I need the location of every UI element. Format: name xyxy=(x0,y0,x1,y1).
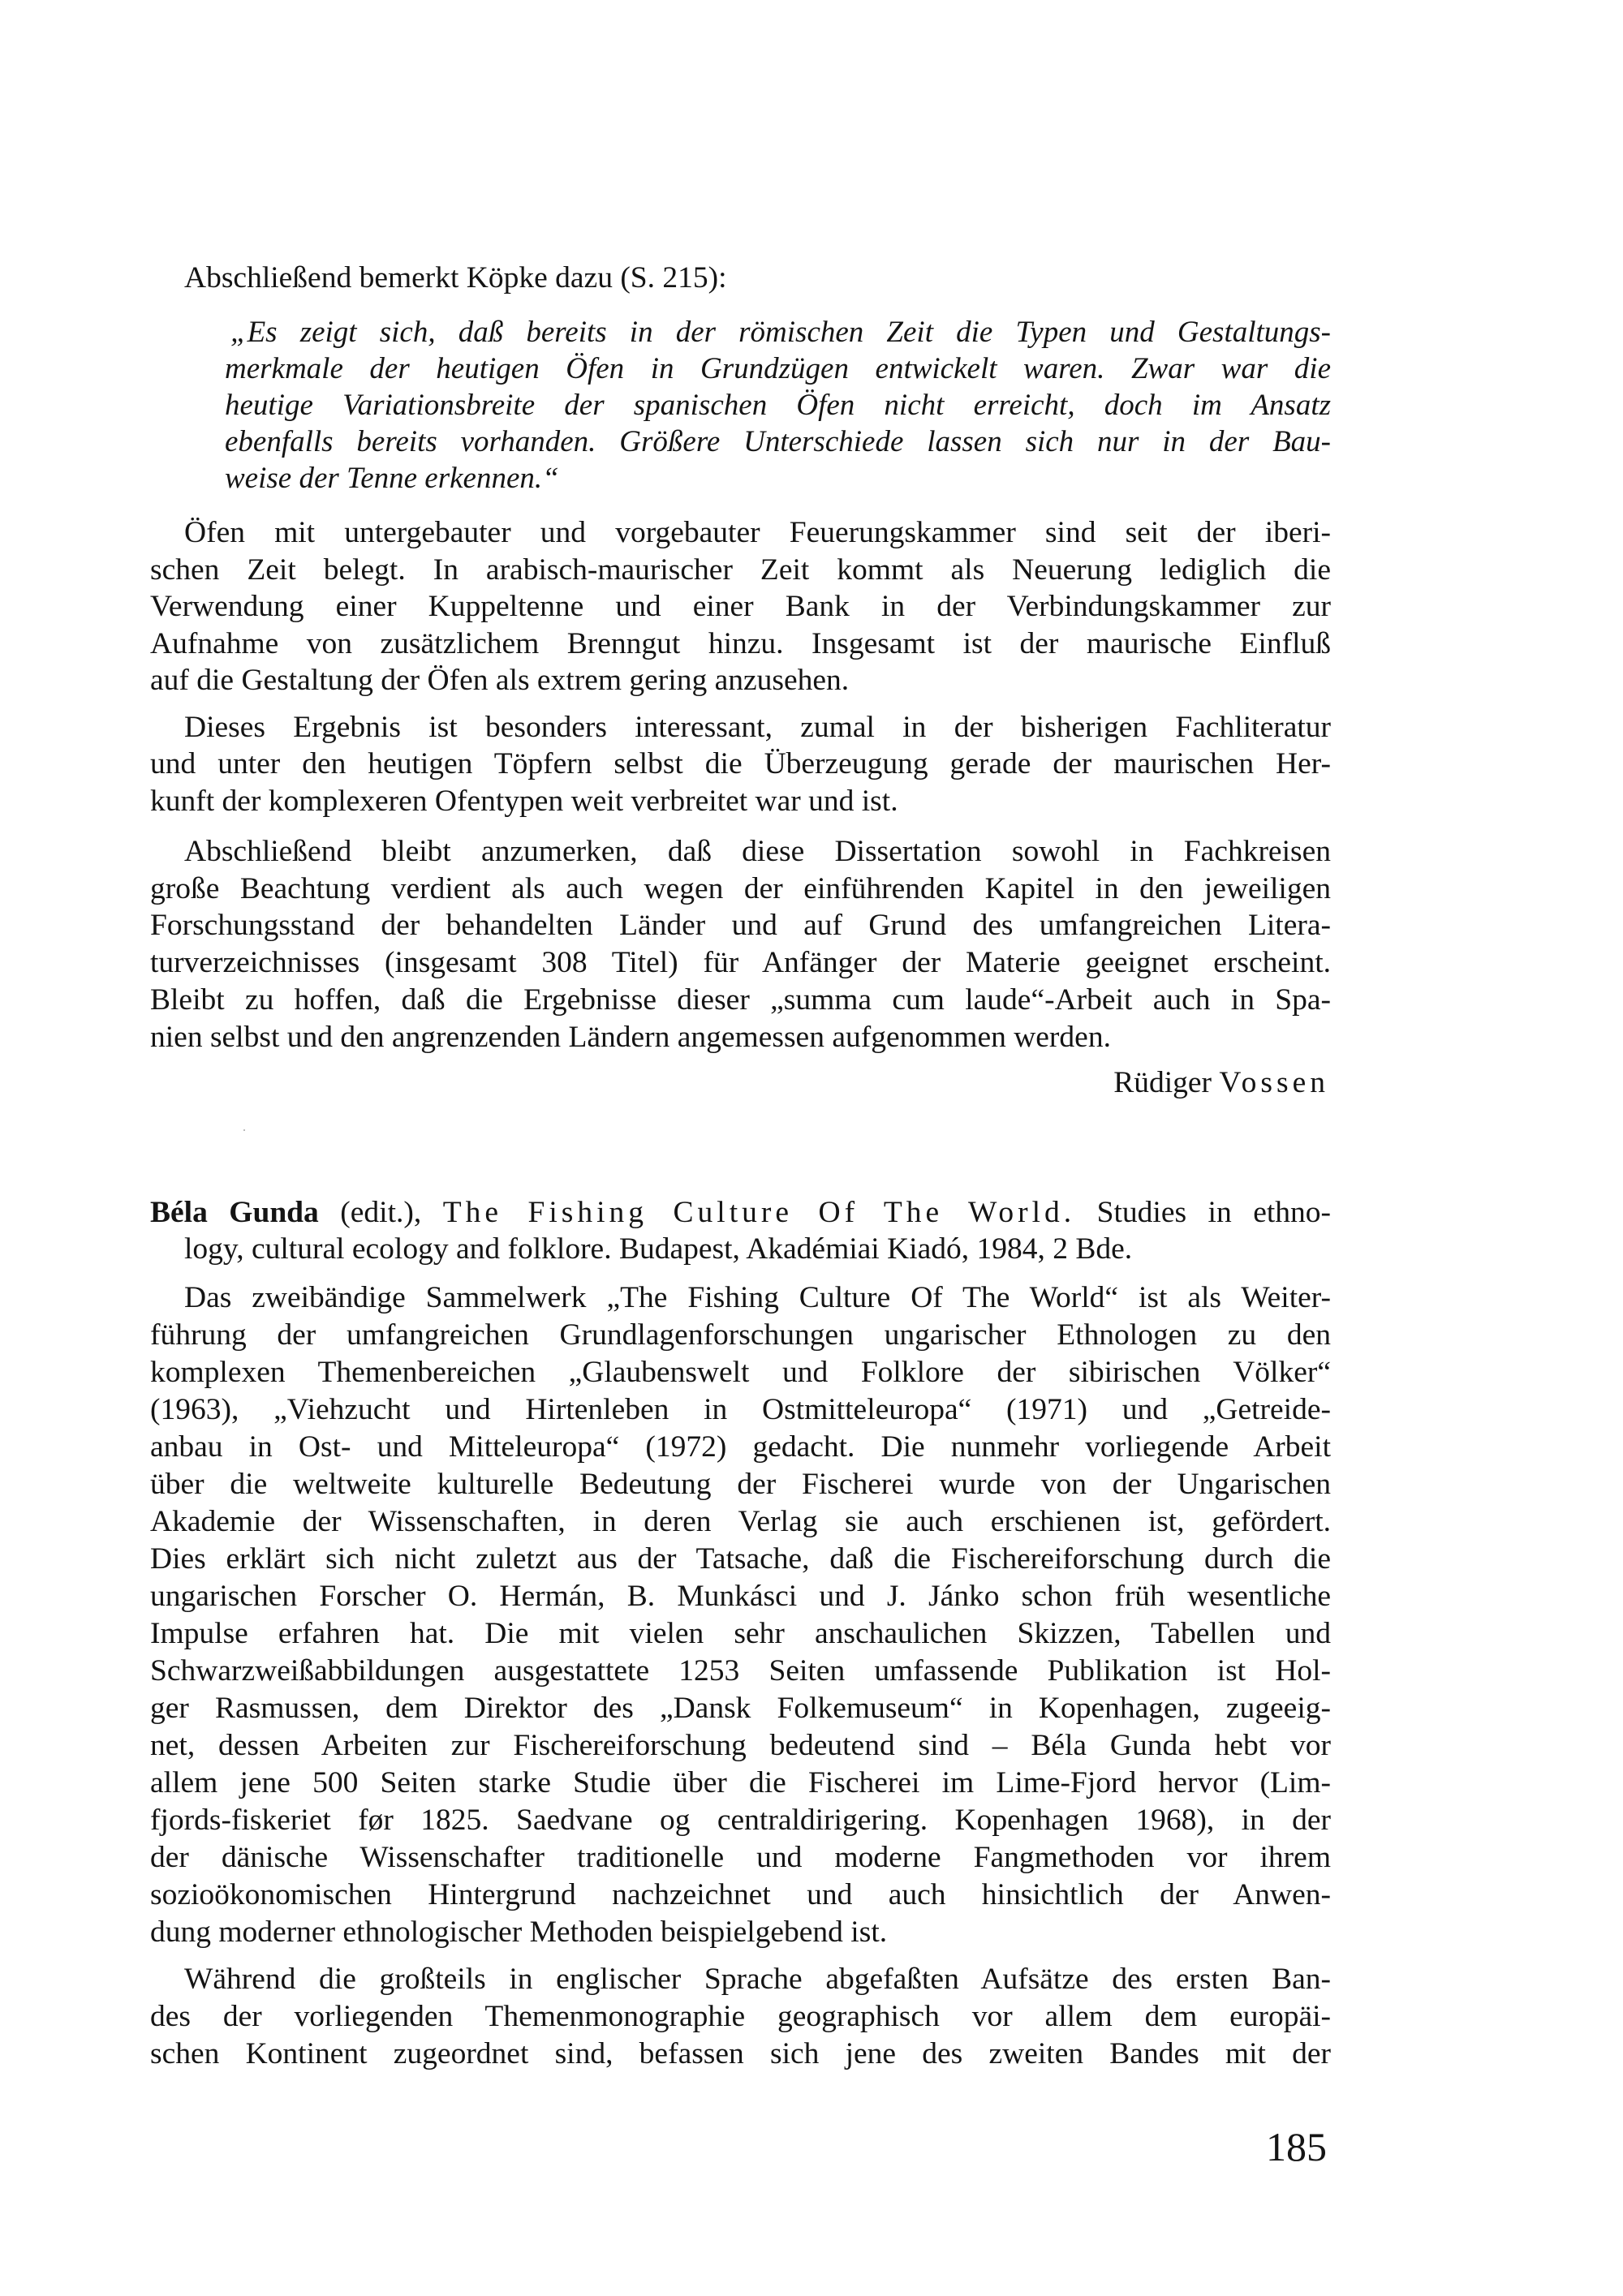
paragraph-line: über die weltweite kulturelle Bedeutung der Fischerei wurde von der Ungarischen xyxy=(150,1468,1331,1501)
quote-line: weise der Tenne erkennen.“ xyxy=(225,462,559,495)
quote-line: merkmale der heutigen Öfen in Grundzügen entwickelt waren. Zwar war die xyxy=(225,352,1331,385)
paragraph-line: Schwarzweißabbildungen ausgestattete 1253 Seiten umfassende Publikation ist Hol- xyxy=(150,1654,1331,1688)
paragraph-line: dung moderner ethnologischer Methoden beispielgebend ist. xyxy=(150,1915,888,1949)
quote-line: „Es zeigt sich, daß bereits in der römischen Zeit die Typen und Gestaltungs- xyxy=(230,316,1331,349)
paragraph-line: und unter den heutigen Töpfern selbst die Überzeugung gerade der maurischen Her- xyxy=(150,747,1331,780)
paragraph-line: nien selbst und den angrenzenden Ländern angemessen aufgenommen werden. xyxy=(150,1021,1111,1054)
quote-line: heutige Variationsbreite der spanischen Öfen nicht erreicht, doch im Ansatz xyxy=(225,389,1331,422)
quote-line: ebenfalls bereits vorhanden. Größere Unterschiede lassen sich nur in der Bau- xyxy=(225,425,1331,458)
paragraph-line: Dieses Ergebnis ist besonders interessant, zumal in der bisherigen Fachliteratur xyxy=(184,711,1331,744)
paragraph-line: Akademie der Wissenschaften, in deren Verlag sie auch erschienen ist, gefördert. xyxy=(150,1505,1331,1538)
citation-subtitle: Studies in ethno- xyxy=(1096,1196,1332,1229)
paragraph-line: fjords-fiskeriet før 1825. Saedvane og centraldirigering. Kopenhagen 1968), in der xyxy=(150,1804,1331,1837)
paragraph-line: ungarischen Forscher O. Hermán, B. Munkásci und J. Jánko schon früh wesentliche xyxy=(150,1580,1331,1613)
citation-author: Béla Gunda xyxy=(150,1196,319,1229)
paragraph-line: Impulse erfahren hat. Die mit vielen sehr anschaulichen Skizzen, Tabellen und xyxy=(150,1617,1331,1650)
paragraph-line: Während die großteils in englischer Sprache abgefaßten Aufsätze des ersten Ban- xyxy=(184,1963,1331,1996)
paragraph-line: Aufnahme von zusätzlichem Brenngut hinzu. Insgesamt ist der maurische Einfluß xyxy=(150,627,1331,660)
citation-role: (edit.), xyxy=(340,1196,422,1229)
citation-title: The Fishing Culture Of The World. xyxy=(442,1196,1076,1229)
page-number: 185 xyxy=(1266,2124,1327,2169)
scan-artifact xyxy=(243,1129,245,1131)
paragraph-line: der dänische Wissenschafter traditionelle und moderne Fangmethoden vor ihrem xyxy=(150,1841,1331,1874)
paragraph-line: sozioökonomischen Hintergrund nachzeichnet und auch hinsichtlich der Anwen- xyxy=(150,1878,1331,1911)
paragraph-line: turverzeichnisses (insgesamt 308 Titel) für Anfänger der Materie geeignet erscheint. xyxy=(150,946,1331,979)
reviewer-last-name: Vossen xyxy=(1219,1066,1329,1099)
paragraph-line: Bleibt zu hoffen, daß die Ergebnisse dieser „summa cum laude“-Arbeit auch in Spa- xyxy=(150,983,1331,1017)
paragraph-line: komplexen Themenbereichen „Glaubenswelt und Folklore der sibirischen Völker“ xyxy=(150,1356,1331,1389)
reviewer-first-name: Rüdiger xyxy=(1113,1066,1212,1099)
paragraph-line: führung der umfangreichen Grundlagenforschungen ungarischer Ethnologen zu den xyxy=(150,1318,1331,1352)
paragraph-line: große Beachtung verdient als auch wegen der einführenden Kapitel in den jeweiligen xyxy=(150,872,1331,905)
paragraph-line: des der vorliegenden Themenmonographie geographisch vor allem dem europäi- xyxy=(150,2000,1331,2033)
paragraph-line: Verwendung einer Kuppeltenne und einer Bank in der Verbindungskammer zur xyxy=(150,590,1331,623)
paragraph-line: ger Rasmussen, dem Direktor des „Dansk Folkemuseum“ in Kopenhagen, zugeeig- xyxy=(150,1692,1331,1725)
paragraph-line: auf die Gestaltung der Öfen als extrem gering anzusehen. xyxy=(150,664,850,697)
paragraph-line: Öfen mit untergebauter und vorgebauter Feuerungskammer sind seit der iberi- xyxy=(184,516,1331,549)
quote-intro: Abschließend bemerkt Köpke dazu (S. 215): xyxy=(184,261,727,295)
paragraph-line: schen Zeit belegt. In arabisch-maurischer Zeit kommt als Neuerung lediglich die xyxy=(150,553,1331,587)
citation-line xyxy=(150,1194,1331,1232)
paragraph-line: (1963), „Viehzucht und Hirtenleben in Ostmitteleuropa“ (1971) und „Getreide- xyxy=(150,1393,1331,1426)
paragraph-line: anbau in Ost- und Mitteleuropa“ (1972) gedacht. Die nunmehr vorliegende Arbeit xyxy=(150,1430,1331,1464)
paragraph-line: net, dessen Arbeiten zur Fischereiforschung bedeutend sind – Béla Gunda hebt vor xyxy=(150,1729,1331,1762)
paragraph-line: allem jene 500 Seiten starke Studie über die Fischerei im Lime-Fjord hervor (Lim- xyxy=(150,1766,1331,1799)
paragraph-line: Das zweibändige Sammelwerk „The Fishing Culture Of The World“ ist als Weiter- xyxy=(184,1281,1331,1314)
paragraph-line: Forschungsstand der behandelten Länder und auf Grund des umfangreichen Litera- xyxy=(150,909,1331,942)
paragraph-line: kunft der komplexeren Ofentypen weit verbreitet war und ist. xyxy=(150,785,898,818)
paragraph-line: Dies erklärt sich nicht zuletzt aus der Tatsache, daß die Fischereiforschung durch die xyxy=(150,1542,1331,1576)
citation-line: logy, cultural ecology and folklore. Budapest, Akadémiai Kiadó, 1984, 2 Bde. xyxy=(184,1232,1133,1266)
paragraph-line: schen Kontinent zugeordnet sind, befassen sich jene des zweiten Bandes mit der xyxy=(150,2037,1331,2070)
reviewer-signature xyxy=(1113,1064,1329,1102)
paragraph-line: Abschließend bleibt anzumerken, daß diese Dissertation sowohl in Fachkreisen xyxy=(184,835,1331,868)
